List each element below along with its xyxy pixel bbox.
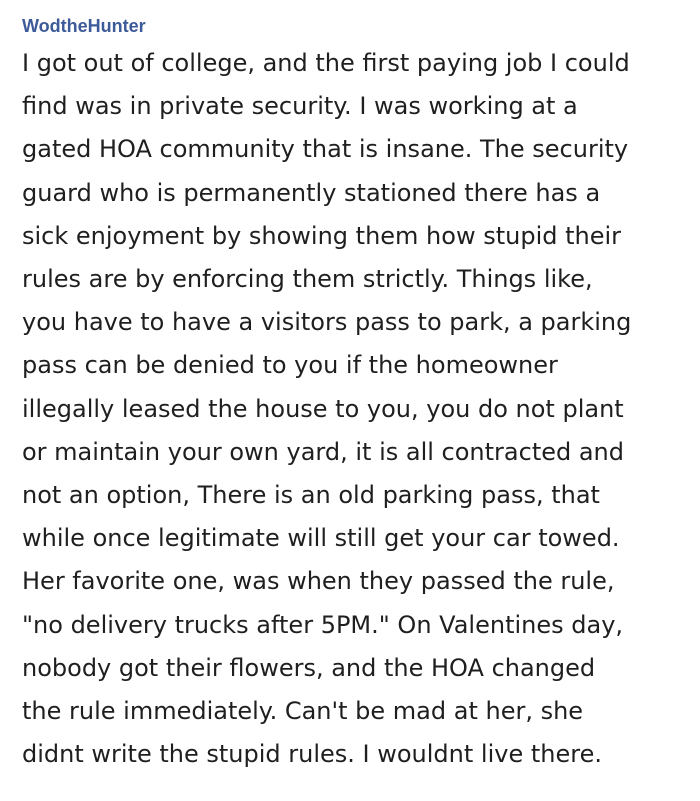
comment-line: not an option, There is an old parking pass, that [22,481,600,510]
comment-line: rules are by enforcing them strictly. Things like, [22,265,593,294]
comment-line: sick enjoyment by showing them how stupid their [22,221,622,250]
comment-line: Her favorite one, was when they passed the rule, [22,567,615,596]
comment-line: guard who is permanently stationed there has a [22,178,601,207]
comment-line: pass can be denied to you if the homeowner [22,351,558,380]
comment-line: while once legitimate will still get your car towed. [22,524,620,553]
comment-username[interactable]: WodtheHunter [22,16,146,36]
comment-line: I got out of college, and the first paying job I could [22,49,630,77]
comment-line: illegally leased the house to you, you do not plant [22,394,624,423]
comment-line: gated HOA community that is insane. The security [22,135,629,164]
comment-body [22,42,682,776]
comment-line: find was in private security. I was working at a [22,92,578,121]
comment-line: didnt write the stupid rules. I wouldnt live there. [22,740,602,769]
comment-line: the rule immediately. Can't be mad at her, she [22,697,584,726]
comment-line: or maintain your own yard, it is all contracted and [22,437,625,466]
comment-line: you have to have a visitors pass to park, a parking [22,308,632,337]
comment-line: "no delivery trucks after 5PM." On Valentines day, [22,610,624,639]
comment-card [22,14,682,776]
comment-line: nobody got their flowers, and the HOA changed [22,653,596,682]
